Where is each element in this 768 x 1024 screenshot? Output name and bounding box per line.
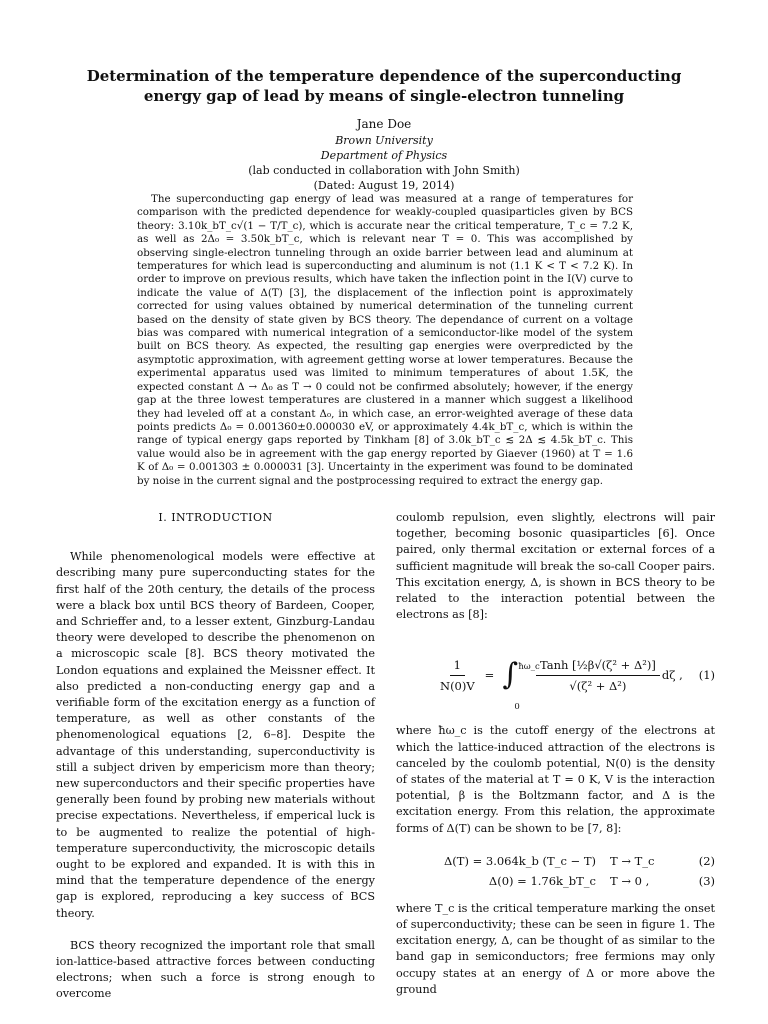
eq1-integrand	[536, 657, 660, 694]
right-paragraph-3: where T_c is the critical temperature marking the onset of superconductivity; these can be seen in figure 1. The excitation energy, Δ, can be thought of as similar to the band gap in semiconductors; free fermions may only occupy states at an energy of Δ or more above the ground	[396, 901, 715, 996]
paper-title: Determination of the temperature dependence of the superconducting energy gap of lead by means of single-electron tunneling	[86, 67, 682, 105]
left-column	[56, 510, 375, 1003]
right-column	[396, 510, 715, 998]
intro-paragraph-2: BCS theory recognized the important role that small ion-lattice-based attractive forces between conducting electrons; when such a force is strong enough to overcome	[56, 938, 375, 1001]
section-heading: I. INTRODUCTION	[158, 511, 273, 524]
eq3-number: (3)	[698, 873, 715, 888]
author-name: Jane Doe	[356, 117, 412, 131]
department: Department of Physics	[320, 149, 448, 162]
eq1-integrand-den: √(ζ² + Δ²)	[569, 678, 627, 693]
eq1-lhs	[436, 657, 479, 694]
intro-paragraph-1: While phenomenological models were effective at describing many pure superconducting states for the first half of the 20th century, the details of the process were a black box until BCS theory of Bardeen, Cooper, and Schrieffer and, to a lesser extent, Ginzburg-Landau theory were developed to describe the phenomenon on a microscopic scale [8]. BCS theory motivated the London equations and explained the Meissner effect. It also predicted a non-conducting energy gap and a verifiable form of the excitation energy as a function of temperature, as well as other constants of the phenomenological equations [2, 6–8]. Despite the advantage of this understanding, superconductivity is still a subject driven by empericism more than theory; new superconductors and their specific properties have generally been found by probing new materials without precise expectations. Nevertheless, if emperical luck is to be augmented to realize the potential of high-temperature superconductivity, the microscopic details ought to be explored and expanded. It is with this in mind that the temperature dependence of the energy gap is explored, reproducing a key success of BCS theory.	[56, 550, 375, 920]
equation-1: $\frac{1}{N(0)V}$ = ∫ ħω_c 0 $\frac{\text{Tanh [½β√(ζ² + Δ²)]}}{\text{√(ζ² + Δ²)}}$ dζ , (1)	[396, 635, 715, 715]
eq1-number: (1)	[698, 668, 715, 683]
eq1-lower-limit: 0	[514, 702, 520, 713]
affiliation: Brown University	[335, 134, 433, 147]
abstract: The superconducting gap energy of lead was measured at a range of temperatures for comparison with the predicted dependence for weakly-coupled quasiparticles given by BCS theory: 3.10k_bT_c√(1 − T/T_c), which is accurate near the critical temperature, T_c = 7.2 K, as well as 2Δ₀ = 3.50k_bT_c, which is relevant near T = 0. This was accomplished by observing single-electron tunneling through an oxide barrier between lead and aluminum at temperatures for which lead is superconducting and aluminum is not (1.1 K < T < 7.2 K). In order to improve on previous results, which have taken the inflection point in the I(V) curve to indicate the value of Δ(T) [3], the displacement of the inflection point is approximately corrected for using values obtained by numerical determination of the tunneling current based on the density of state given by BCS theory. The dependance of current on a voltage bias was compared with numerical integration of a semiconductor-like model of the system built on BCS theory. As expected, the resulting gap energies were overpredicted by the asymptotic approximation, with agreement getting worse at lower temperatures. Because the experimental apparatus used was limited to minimum temperatures of about 1.5K, the expected constant Δ → Δ₀ as T → 0 could not be confirmed absolutely; however, if the energy gap at the three lowest temperatures are clustered in a manner which suggest a likelihood they had leveled off at a constant Δ₀, in which case, an error-weighted average of these data points predicts Δ₀ = 0.001360±0.000030 eV, or approximately 4.4k_bT_c, which is within the range of typical energy gaps reported by Tinkham [8] of 3.0k_bT_c ≲ 2Δ ≲ 4.5k_bT_c. This value would also be in agreement with the gap energy reported by Giaever (1960) at T = 1.6 K of Δ₀ = 0.001303 ± 0.000031 [3]. Uncertainty in the experiment was found to be dominated by noise in the current signal and the postprocessing required to extract the energy gap.	[137, 193, 633, 487]
eq3-lhs: Δ(0) = 1.76k_bT_c	[488, 873, 596, 888]
eq2-lhs: Δ(T) = 3.064k_b (T_c − T)	[443, 853, 596, 868]
collaboration-note: (lab conducted in collaboration with John Smith)	[248, 164, 520, 177]
eq1-lhs-num: 1	[450, 657, 465, 676]
eq1-upper-limit: ħω_c	[518, 662, 540, 673]
right-paragraph-1: coulomb repulsion, even slightly, electrons will pair together, becoming bosonic quasiparticles [6]. Once paired, only thermal excitation or external forces of a sufficient magnitude will break the so-call Cooper pairs. This excitation energy, Δ, is shown in BCS theory to be related to the interaction potential between the electrons as [8]:	[396, 511, 716, 622]
eq2-cond: T → T_c	[610, 853, 655, 868]
author-block	[60, 115, 708, 193]
eq1-integrand-num: Tanh [½β√(ζ² + Δ²)]	[536, 657, 660, 676]
eq2-number: (2)	[698, 853, 715, 868]
date-line: (Dated: August 19, 2014)	[313, 179, 455, 192]
equation-3	[396, 871, 715, 891]
eq1-dvar: dζ ,	[661, 668, 683, 683]
equation-2	[396, 851, 715, 871]
right-paragraph-2: where ħω_c is the cutoff energy of the electrons at which the lattice-induced attraction of the electrons is canceled by the coulomb potential, N(0) is the density of states of the material at T = 0 K, V is the interaction potential, β is the Boltzmann factor, and Δ is the excitation energy. From this relation, the approximate forms of Δ(T) can be shown to be [7, 8]:	[396, 724, 715, 835]
eq1-lhs-den: N(0)V	[440, 678, 475, 693]
equations-2-3	[396, 851, 715, 891]
integral-sign: ∫ ħω_c 0	[502, 660, 518, 690]
eq3-cond: T → 0 ,	[610, 873, 650, 888]
